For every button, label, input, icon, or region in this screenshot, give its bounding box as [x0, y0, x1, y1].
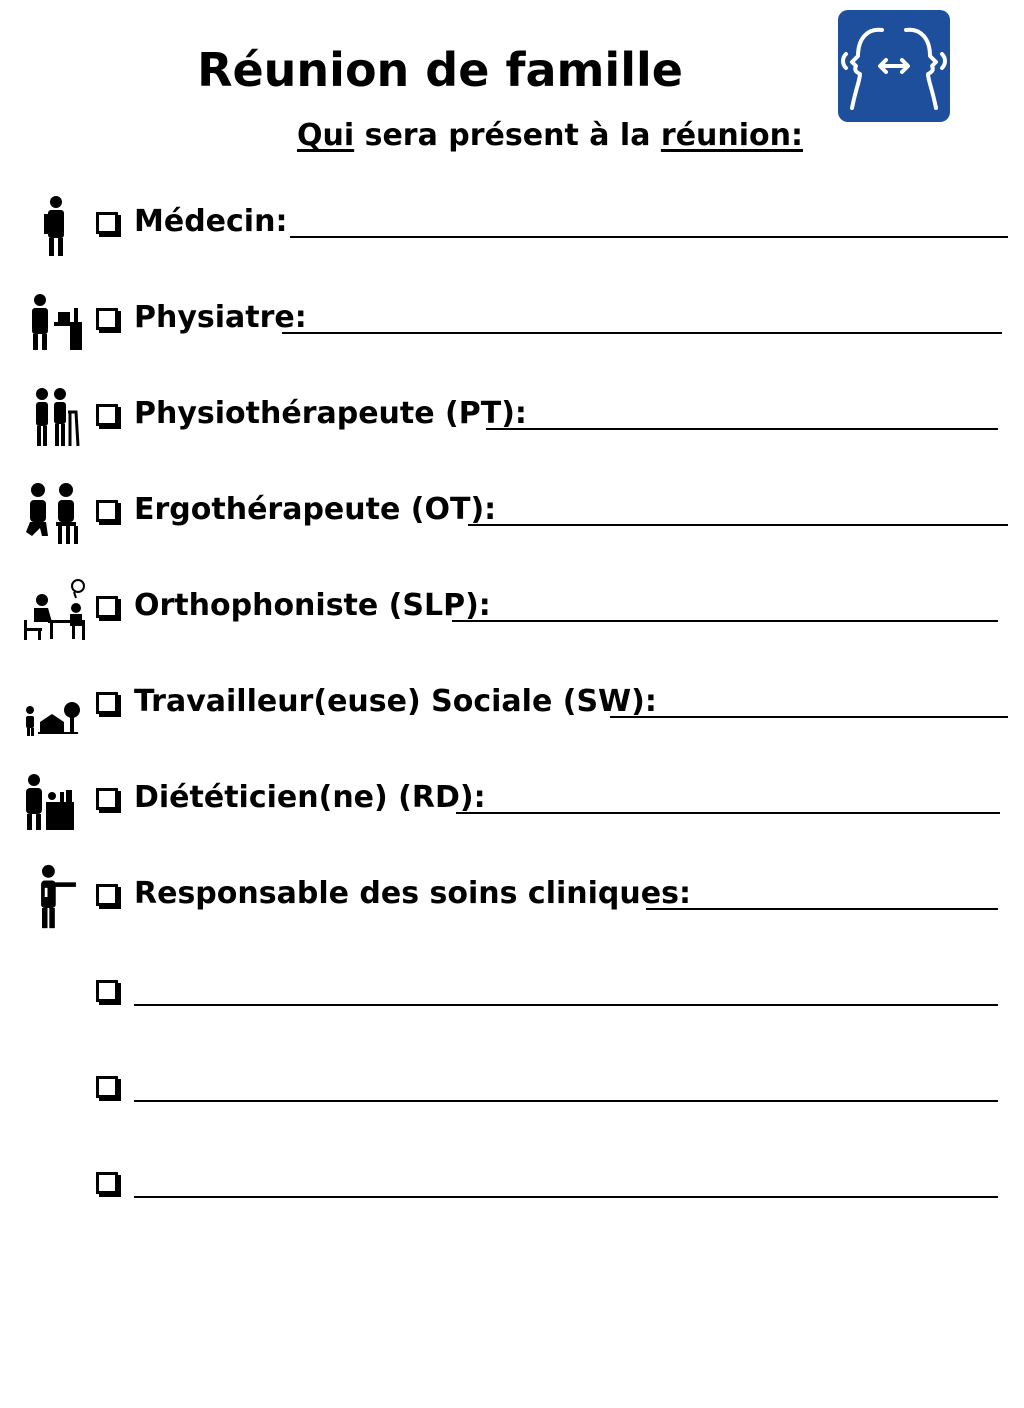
dietitian-icon — [18, 768, 88, 834]
name-blank-line[interactable] — [134, 1196, 998, 1198]
attendee-label: Physiothérapeute (PT): — [134, 396, 527, 431]
name-blank-line[interactable] — [134, 1004, 998, 1006]
attendee-checkbox[interactable] — [96, 788, 118, 810]
attendee-label: Ergothérapeute (OT): — [134, 492, 497, 527]
attendee-row-dietitian — [0, 778, 1024, 838]
subtitle-who: Qui — [296, 118, 355, 153]
social-worker-house-icon — [18, 672, 88, 738]
attendee-label: Diététicien(ne) (RD): — [134, 780, 486, 815]
attendee-checkbox[interactable] — [96, 980, 118, 1002]
attendee-checkbox[interactable] — [96, 596, 118, 618]
name-blank-line[interactable] — [610, 716, 1008, 718]
attendee-label: Orthophoniste (SLP): — [134, 588, 491, 623]
attendee-label: Physiatre: — [134, 300, 307, 335]
subtitle-meeting: réunion: — [660, 118, 804, 153]
attendee-checkbox[interactable] — [96, 212, 118, 234]
name-blank-line[interactable] — [134, 1100, 998, 1102]
attendee-row-physiotherapist — [0, 394, 1024, 454]
attendee-checkbox[interactable] — [96, 884, 118, 906]
name-blank-line[interactable] — [486, 428, 998, 430]
attendee-label: Travailleur(euse) Sociale (SW): — [134, 684, 657, 719]
name-blank-line[interactable] — [282, 332, 1002, 334]
attendee-row-clinical-lead — [0, 874, 1024, 934]
occupational-therapist-icon — [18, 480, 88, 546]
attendee-row-blank — [0, 1066, 1024, 1126]
page-subtitle — [230, 116, 870, 156]
doctor-icon — [18, 192, 88, 258]
attendee-label: Responsable des soins cliniques: — [134, 876, 691, 911]
attendee-row-blank — [0, 1162, 1024, 1222]
attendee-row-doctor — [0, 202, 1024, 262]
speech-therapist-icon — [18, 576, 88, 642]
page-title: Réunion de famille — [197, 43, 683, 97]
attendee-row-speech-therapist — [0, 586, 1024, 646]
name-blank-line[interactable] — [456, 812, 1000, 814]
attendee-label: Médecin: — [134, 204, 288, 239]
physiotherapist-walker-icon — [18, 384, 88, 450]
attendee-row-social-worker — [0, 682, 1024, 742]
attendee-checkbox[interactable] — [96, 308, 118, 330]
subtitle-middle: sera présent à la — [354, 118, 661, 153]
attendee-checkbox[interactable] — [96, 404, 118, 426]
attendee-row-occupational-therapist — [0, 490, 1024, 550]
name-blank-line[interactable] — [452, 620, 998, 622]
attendee-checkbox[interactable] — [96, 692, 118, 714]
name-blank-line[interactable] — [646, 908, 998, 910]
face-to-face-communication-icon — [838, 10, 950, 122]
physiatrist-desk-icon — [18, 288, 88, 354]
attendee-checkbox[interactable] — [96, 1172, 118, 1194]
attendee-row-physiatrist — [0, 298, 1024, 358]
attendee-checkbox[interactable] — [96, 500, 118, 522]
clinical-lead-pointing-icon — [18, 864, 88, 936]
name-blank-line[interactable] — [468, 524, 1008, 526]
attendee-row-blank — [0, 970, 1024, 1030]
attendee-checkbox[interactable] — [96, 1076, 118, 1098]
name-blank-line[interactable] — [290, 236, 1008, 238]
